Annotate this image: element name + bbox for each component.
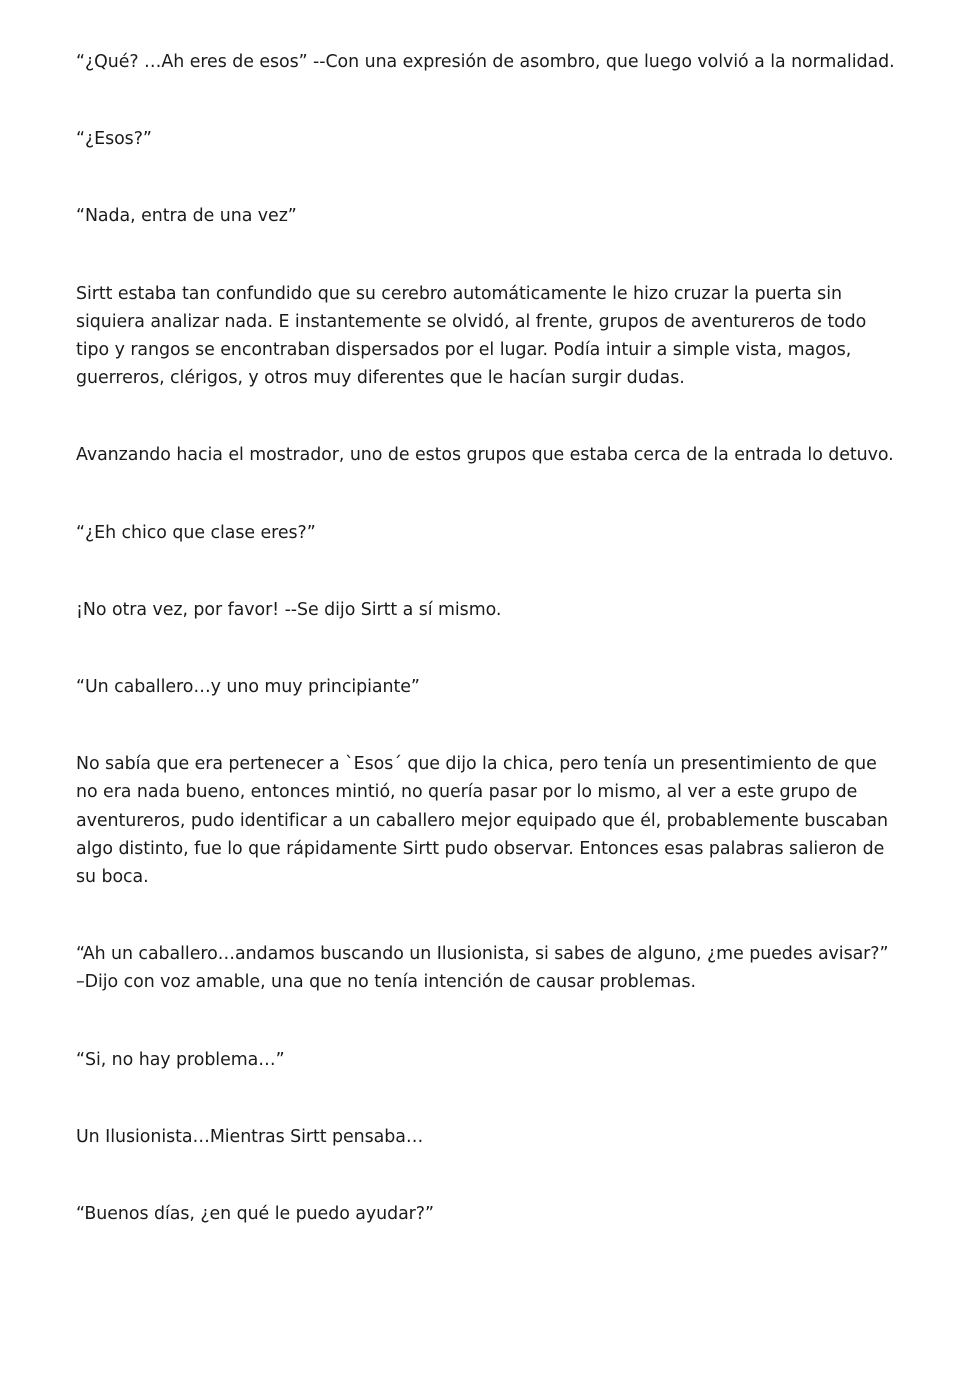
paragraph-4: Sirtt estaba tan confundido que su cerebro automáticamente le hizo cruzar la puerta sin siquiera analizar nada. E instantemente se olvidó, al frente, grupos de aventureros de todo tipo y rangos se encontraban dispersados por el lugar. Podía intuir a simple vista, magos, guerreros, clérigos, y otros muy diferentes que le hacían surgir dudas. xyxy=(76,283,867,389)
paragraph-10: “Ah un caballero…andamos buscando un Ilusionista, si sabes de alguno, ¿me puedes avisar?” –Dijo con voz amable, una que no tenía intención de causar problemas. xyxy=(76,944,889,993)
paragraph-11: “Si, no hay problema…” xyxy=(76,1049,285,1070)
paragraph-7: ¡No otra vez, por favor! --Se dijo Sirtt a sí mismo. xyxy=(76,599,502,620)
paragraph-5: Avanzando hacia el mostrador, uno de estos grupos que estaba cerca de la entrada lo detuvo. xyxy=(76,445,894,466)
paragraph-9: No sabía que era pertenecer a `Esos´ que dijo la chica, pero tenía un presentimiento de que no era nada bueno, entonces mintió, no quería pasar por lo mismo, al ver a este grupo de aventureros, pudo identificar a un caballero mejor equipado que él, probablemente buscaban algo distinto, fue lo que rápidamente Sirtt pudo observar. Entonces esas palabras salieron de su boca. xyxy=(76,754,888,888)
paragraph-12: Un Ilusionista…Mientras Sirtt pensaba… xyxy=(76,1126,424,1147)
paragraph-1: “¿Qué? …Ah eres de esos” --Con una expresión de asombro, que luego volvió a la normalidad. xyxy=(76,52,895,72)
paragraph-13: “Buenos días, ¿en qué le puedo ayudar?” xyxy=(76,1204,434,1225)
paragraph-8: “Un caballero…y uno muy principiante” xyxy=(76,677,420,698)
paragraph-3: “Nada, entra de una vez” xyxy=(76,206,297,227)
paragraph-2: “¿Esos?” xyxy=(76,129,152,150)
paragraph-6: “¿Eh chico que clase eres?” xyxy=(76,522,316,543)
